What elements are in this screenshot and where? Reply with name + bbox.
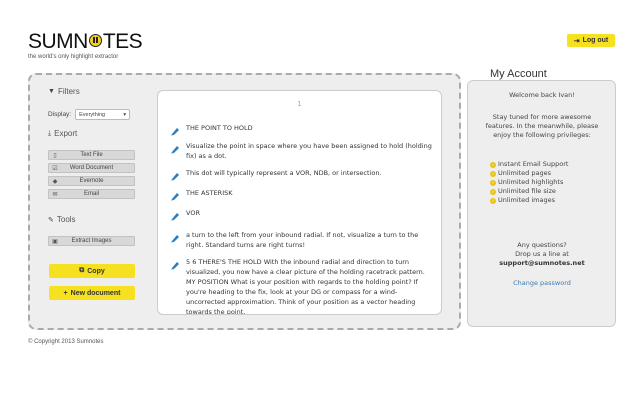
highlight-text: a turn to the left from your inbound radial. If not, visualize a turn to the right. Standard turns are right turns! bbox=[186, 231, 419, 249]
highlight-entry[interactable] bbox=[170, 141, 432, 161]
privilege-label: Unlimited pages bbox=[498, 169, 551, 177]
highlighter-icon bbox=[170, 126, 180, 136]
export-word-label: Word Document bbox=[69, 165, 114, 171]
export-heading bbox=[48, 129, 77, 138]
extract-images-label: Extract Images bbox=[71, 238, 112, 244]
privilege-label: Unlimited file size bbox=[498, 187, 556, 195]
support-email-link[interactable]: support@sumnotes.net bbox=[499, 259, 585, 267]
filters-heading bbox=[48, 87, 80, 96]
highlight-text: VOR bbox=[186, 209, 200, 217]
page-number: 1 bbox=[297, 100, 302, 108]
welcome-message: Welcome back Ivan! bbox=[509, 91, 575, 99]
new-document-label: New document bbox=[70, 289, 121, 297]
highlight-text: THE ASTERISK bbox=[186, 189, 233, 197]
export-word-button[interactable] bbox=[48, 163, 135, 173]
check-icon: ✓ bbox=[491, 188, 495, 194]
filter-icon: ▼ bbox=[48, 88, 55, 95]
highlights-document[interactable] bbox=[157, 90, 442, 315]
highlighter-icon bbox=[170, 191, 180, 201]
export-email-label: Email bbox=[83, 191, 99, 197]
export-text-file-button[interactable] bbox=[48, 150, 135, 160]
change-password-link[interactable]: Change password bbox=[513, 279, 571, 287]
account-intro: Stay tuned for more awesome features. In the meanwhile, please enjoy the following privileges: bbox=[485, 113, 599, 139]
highlighter-icon bbox=[170, 171, 180, 181]
copy-button[interactable] bbox=[49, 264, 135, 278]
questions-text: Any questions? bbox=[517, 241, 567, 249]
word-icon: ☑ bbox=[52, 165, 58, 172]
export-evernote-button[interactable] bbox=[48, 176, 135, 186]
file-icon: ▯ bbox=[53, 152, 57, 159]
export-email-button[interactable] bbox=[48, 189, 135, 199]
highlight-text: Visualize the point in space where you have been assigned to hold (holding fix) as a dot. bbox=[186, 142, 432, 160]
display-label: Display: bbox=[48, 111, 72, 118]
privileges-list bbox=[490, 160, 568, 205]
display-select[interactable] bbox=[75, 109, 130, 120]
export-title: Export bbox=[54, 129, 78, 138]
privilege-item bbox=[490, 169, 568, 178]
display-select-value: Everything bbox=[79, 111, 106, 118]
highlight-entry[interactable] bbox=[170, 188, 432, 201]
filters-title: Filters bbox=[57, 87, 80, 96]
email-icon: ✉ bbox=[52, 191, 58, 198]
highlight-entry[interactable] bbox=[170, 257, 432, 315]
highlighter-icon bbox=[170, 144, 180, 154]
highlight-entry[interactable] bbox=[170, 168, 432, 181]
logout-icon: ⇥ bbox=[573, 37, 580, 45]
privilege-item bbox=[490, 160, 568, 169]
highlight-entry[interactable] bbox=[170, 123, 432, 136]
chevron-down-icon: ▾ bbox=[123, 111, 127, 118]
check-icon: ✓ bbox=[491, 161, 495, 167]
tagline: the world's only highlight extractor bbox=[28, 54, 119, 60]
drop-line-text: Drop us a line at bbox=[515, 250, 569, 258]
display-filter bbox=[48, 109, 130, 120]
highlight-entry[interactable] bbox=[170, 230, 432, 250]
highlighter-icon bbox=[170, 211, 180, 221]
extract-images-button[interactable] bbox=[48, 236, 135, 246]
check-icon: ✓ bbox=[491, 179, 495, 185]
export-text-file-label: Text File bbox=[80, 152, 103, 158]
account-title: My Account bbox=[490, 68, 547, 80]
logout-button[interactable] bbox=[567, 34, 615, 47]
copyright: © Copyright 2013 Sumnotes bbox=[28, 339, 104, 345]
highlight-text: 5 6 THERE'S THE HOLD With the inbound radial and direction to turn visualized, you now have a clear picture of the holding racetrack pattern. MY POSITION What is your position with regards to the holding point? If you're heading to the fix, look at your DG or compass for a wind-uncorrected approximation. Think of your position as a vector heading towards the point. bbox=[186, 258, 425, 315]
logo-text-left: SUMN bbox=[28, 30, 88, 53]
highlighter-icon bbox=[170, 233, 180, 243]
pencil-icon: ✎ bbox=[48, 216, 54, 224]
check-icon: ✓ bbox=[491, 197, 495, 203]
privilege-item bbox=[490, 196, 568, 205]
highlight-text: This dot will typically represent a VOR, NDB, or intersection. bbox=[186, 169, 382, 177]
bee-icon bbox=[89, 34, 102, 47]
tools-heading bbox=[48, 215, 76, 224]
privilege-label: Unlimited images bbox=[498, 196, 555, 204]
download-icon: ⤓ bbox=[48, 129, 52, 137]
privilege-item bbox=[490, 187, 568, 196]
check-icon: ✓ bbox=[491, 170, 495, 176]
tools-title: Tools bbox=[56, 215, 76, 224]
privilege-label: Unlimited highlights bbox=[498, 178, 564, 186]
copy-label: Copy bbox=[87, 267, 105, 275]
plus-icon: + bbox=[63, 289, 68, 297]
export-evernote-label: Evernote bbox=[79, 178, 104, 184]
highlighter-icon bbox=[170, 260, 180, 270]
logo[interactable] bbox=[28, 32, 142, 60]
logout-label: Log out bbox=[582, 37, 609, 44]
highlight-entry[interactable] bbox=[170, 208, 432, 221]
highlight-text: THE POINT TO HOLD bbox=[186, 124, 253, 132]
logo-wordmark bbox=[28, 32, 142, 52]
logo-text-right: TES bbox=[102, 30, 143, 53]
new-document-button[interactable] bbox=[49, 286, 135, 300]
image-icon: ▣ bbox=[52, 238, 58, 245]
privilege-label: Instant Email Support bbox=[498, 160, 569, 168]
privilege-item bbox=[490, 178, 568, 187]
copy-icon: ⧉ bbox=[79, 267, 85, 274]
evernote-icon: ◆ bbox=[52, 178, 58, 185]
